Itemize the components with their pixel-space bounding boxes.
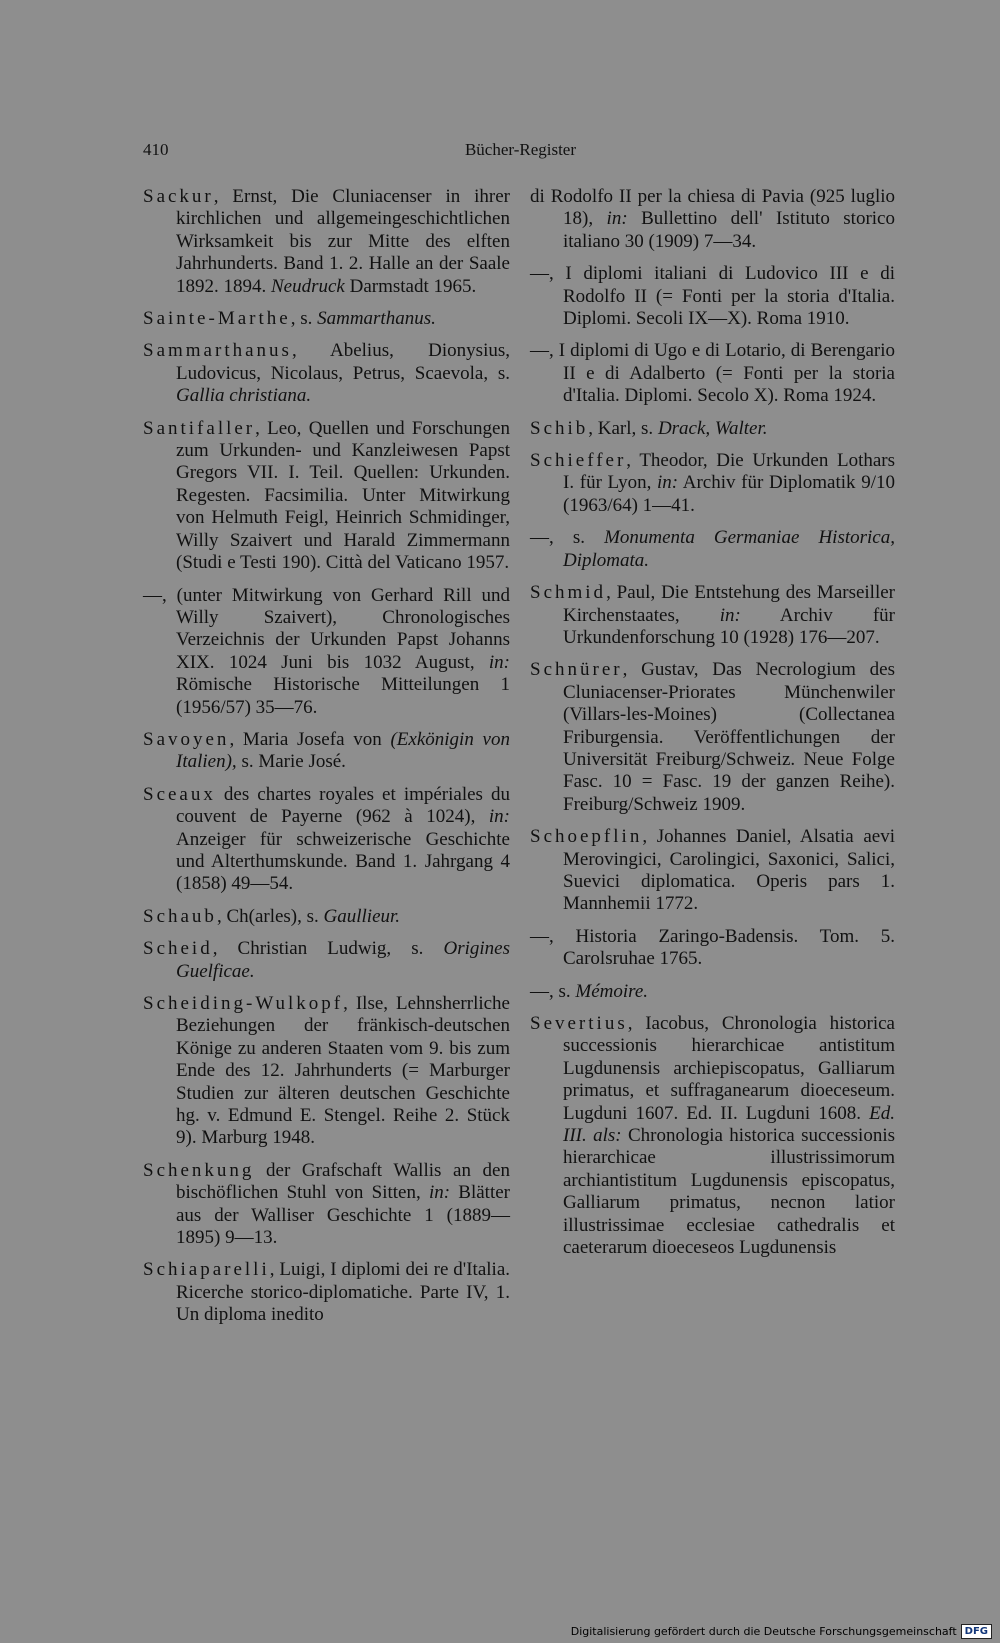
register-entry <box>143 729 510 774</box>
entry-text-continued: s. Marie José. <box>236 751 346 773</box>
entry-italic: Mémoire. <box>575 980 649 1002</box>
entry-text-continued: Blätter aus der Walliser Geschichte 1 (1889—1895) 9—13. <box>176 1182 511 1249</box>
entry-italic: Gallia christiana. <box>176 385 312 407</box>
dfg-logo-icon: DFG <box>961 1624 992 1639</box>
register-entry <box>143 340 510 407</box>
entry-italic: in: <box>606 208 628 230</box>
page-footer <box>571 1624 992 1639</box>
register-entry <box>143 186 510 298</box>
entry-heading: Scheiding-Wulkopf <box>143 993 344 1014</box>
entry-heading: Schaub <box>143 905 217 927</box>
right-column <box>530 186 895 1269</box>
register-entry <box>143 784 510 896</box>
entry-text: , Karl, s. <box>588 417 658 439</box>
entry-text: —, s. <box>530 980 576 1002</box>
entry-text: , Johannes Daniel, Alsatia aevi Merovingici, Carolingici, Saxonici, Salici, Suevici diplomatica. Operis pars 1. Mannhemii 1772. <box>563 826 895 915</box>
entry-text-continued: Chronologia historica successionis hierarchicae illustrissimorum archiantistitum Lugdunensis episcopatus, Galliarum primatus, necnon latior illustrissimae ecclesiae cathedralis et caeterarum dioeceseos Lugdunensis <box>563 1125 895 1259</box>
entry-text: , Theodor, Die Urkunden Lothars I. für Lyon, <box>563 450 895 494</box>
register-entry <box>143 938 510 983</box>
entry-heading: Severtius <box>530 1013 628 1034</box>
entry-italic: Neudruck <box>271 275 345 297</box>
entry-text: , Maria Josefa von <box>229 728 391 750</box>
entry-heading: Savoyen <box>143 728 230 750</box>
entry-italic: in: <box>488 651 510 673</box>
entry-heading: Sackur <box>143 186 214 207</box>
entry-text-continued: Archiv für Urkundenforschung 10 (1928) 176—207. <box>563 604 895 648</box>
page-number: 410 <box>143 140 169 159</box>
entry-italic: Origines Guelficae. <box>176 938 510 982</box>
entry-text: , s. <box>290 308 318 330</box>
entry-heading: Sammarthanus <box>143 340 292 362</box>
entry-text: —, (unter Mitwirkung von Gerhard Rill und Willy Szaivert), Chronologisches Verzeichnis der Urkunden Papst Johanns XIX. 1024 Juni bis 1032 August, <box>143 584 510 673</box>
entry-heading: Santifaller <box>143 417 256 439</box>
register-entry <box>143 1160 510 1250</box>
entry-text: , Leo, Quellen und Forschungen zum Urkunden- und Kanzleiwesen Papst Gregors VII. I. Teil. Quellen: Urkunden. Regesten. Facsimilia. Unter Mitwirkung von Helmuth Feigl, Heinrich Schmidinger, Willy Szaivert und Harald Zimmermann (Studi e Testi 190). Città del Vaticano 1957. <box>176 417 510 574</box>
entry-heading: Schiaparelli <box>143 1259 270 1281</box>
entry-text-continued: Römische Historische Mitteilungen 1 (1956/57) 35—76. <box>176 674 510 718</box>
register-entry <box>143 1259 510 1326</box>
register-entry <box>143 308 510 330</box>
entry-italic: in: <box>719 604 741 626</box>
entry-heading: Sainte-Marthe <box>143 308 291 330</box>
entry-italic: Monumenta Germaniae Historica, Diplomata. <box>563 527 895 571</box>
entry-italic: Sammarthanus. <box>317 308 436 330</box>
entry-heading: Scheid <box>143 938 213 960</box>
entry-text: , Paul, Die Entstehung des Marseiller Kirchenstaates, <box>563 582 895 626</box>
entry-text-continued: Archiv für Diplomatik 9/10 (1963/64) 1—41. <box>563 472 895 516</box>
entry-italic: Ed. III. als: <box>563 1102 895 1147</box>
register-entry <box>530 263 895 330</box>
entry-text: des chartes royales et impériales du couvent de Payerne (962 à 1024), <box>176 783 510 828</box>
register-entry <box>143 906 510 928</box>
entry-text-continued: Bullettino dell' Istituto storico italiano 30 (1909) 7—34. <box>563 208 895 252</box>
entry-text: , Ernst, Die Cluniacenser in ihrer kirchlichen und allgemeingeschichtlichen Wirksamkeit bis zur Mitte des elften Jahrhunderts. Band 1. 2. Halle an der Saale 1892. 1894. <box>176 186 510 297</box>
entry-text: , Christian Ludwig, s. <box>212 938 444 960</box>
entry-text: , Gustav, Das Necrologium des Cluniacenser-Priorates Münchenwiler (Villars-les-Moines) (Collectanea Friburgensia. Veröffentlichungen der Universität Freiburg/Schweiz. Neue Folge Fasc. 10 = Fasc. 19 der ganzen Reihe). Freiburg/Schweiz 1909. <box>563 659 895 815</box>
entry-italic: in: <box>428 1182 451 1204</box>
register-entry <box>530 418 895 440</box>
register-entry <box>530 981 895 1003</box>
entry-text-continued: Anzeiger für schweizerische Geschichte und Alterthumskunde. Band 1. Jahrgang 4 (1858) 49—54. <box>176 828 510 895</box>
entry-italic: (Exkönigin von Italien), <box>176 728 510 773</box>
register-entry <box>530 659 895 816</box>
entry-heading: Schoepflin <box>530 826 643 848</box>
entry-text: , Ilse, Lehnsherrliche Beziehungen der fränkisch-deutschen Könige zu anderen Staaten vom 9. bis zum Ende des 12. Jahrhunderts (= Marburger Studien zur älteren deutschen Geschichte hg. v. Edmund E. Stengel. Reihe 2. Stück 9). Marburg 1948. <box>176 993 510 1149</box>
entry-text-continued: Darmstadt 1965. <box>344 275 477 297</box>
entry-heading: Schieffer <box>530 450 627 472</box>
register-entry <box>530 926 895 971</box>
entry-italic: in: <box>488 806 510 828</box>
entry-text: , Abelius, Dionysius, Ludovicus, Nicolaus, Petrus, Scaevola, s. <box>176 340 510 384</box>
left-column <box>143 186 510 1337</box>
register-entry <box>530 186 895 253</box>
entry-text: —, s. <box>530 527 605 549</box>
entry-text: —, I diplomi di Ugo e di Lotario, di Berengario II e di Adalberto (= Fonti per la storia d'Italia. Diplomi. Secolo X). Roma 1924. <box>530 340 895 407</box>
entry-heading: Schnürer <box>530 659 623 681</box>
entry-text: , Iacobus, Chronologia historica successionis hierarchicae antistitum Lugdunensis archiepiscopatus, Galliarum primatus, et suffraganearum dioeceseum. Lugduni 1607. Ed. II. Lugduni 1608. <box>563 1013 895 1124</box>
entry-text: —, I diplomi italiani di Ludovico III e di Rodolfo II (= Fonti per la storia d'Italia. Diplomi. Secoli IX—X). Roma 1910. <box>530 263 895 330</box>
entry-text: di Rodolfo II per la chiesa di Pavia (925 luglio 18), <box>530 186 895 230</box>
entry-italic: Drack, Walter. <box>657 417 768 439</box>
register-entry <box>143 418 510 575</box>
entry-text: —, Historia Zaringo-Badensis. Tom. 5. Carolsruhae 1765. <box>530 925 895 970</box>
entry-italic: in: <box>657 472 679 494</box>
register-entry <box>530 826 895 916</box>
register-entry <box>530 450 895 517</box>
entry-heading: Schmid <box>530 582 607 604</box>
footer-credit: Digitalisierung gefördert durch die Deutsche Forschungsgemeinschaft <box>570 1625 957 1638</box>
entry-heading: Schib <box>530 417 589 439</box>
entry-heading: Schenkung <box>143 1159 255 1181</box>
register-entry <box>530 340 895 407</box>
entry-italic: Gaullieur. <box>323 905 401 927</box>
entry-heading: Sceaux <box>143 783 216 805</box>
register-entry <box>530 1013 895 1259</box>
running-title: Bücher-Register <box>464 140 577 159</box>
entry-text: , Ch(arles), s. <box>216 905 324 927</box>
register-entry <box>530 582 895 649</box>
entry-text: der Grafschaft Wallis an den bischöflichen Stuhl von Sitten, <box>176 1159 510 1204</box>
register-entry <box>530 527 895 572</box>
page-header <box>143 140 898 164</box>
register-entry <box>143 993 510 1150</box>
register-entry <box>143 585 510 719</box>
entry-text: , Luigi, I diplomi dei re d'Italia. Ricerche storico-diplomatiche. Parte IV, 1. Un diploma inedito <box>176 1259 510 1326</box>
